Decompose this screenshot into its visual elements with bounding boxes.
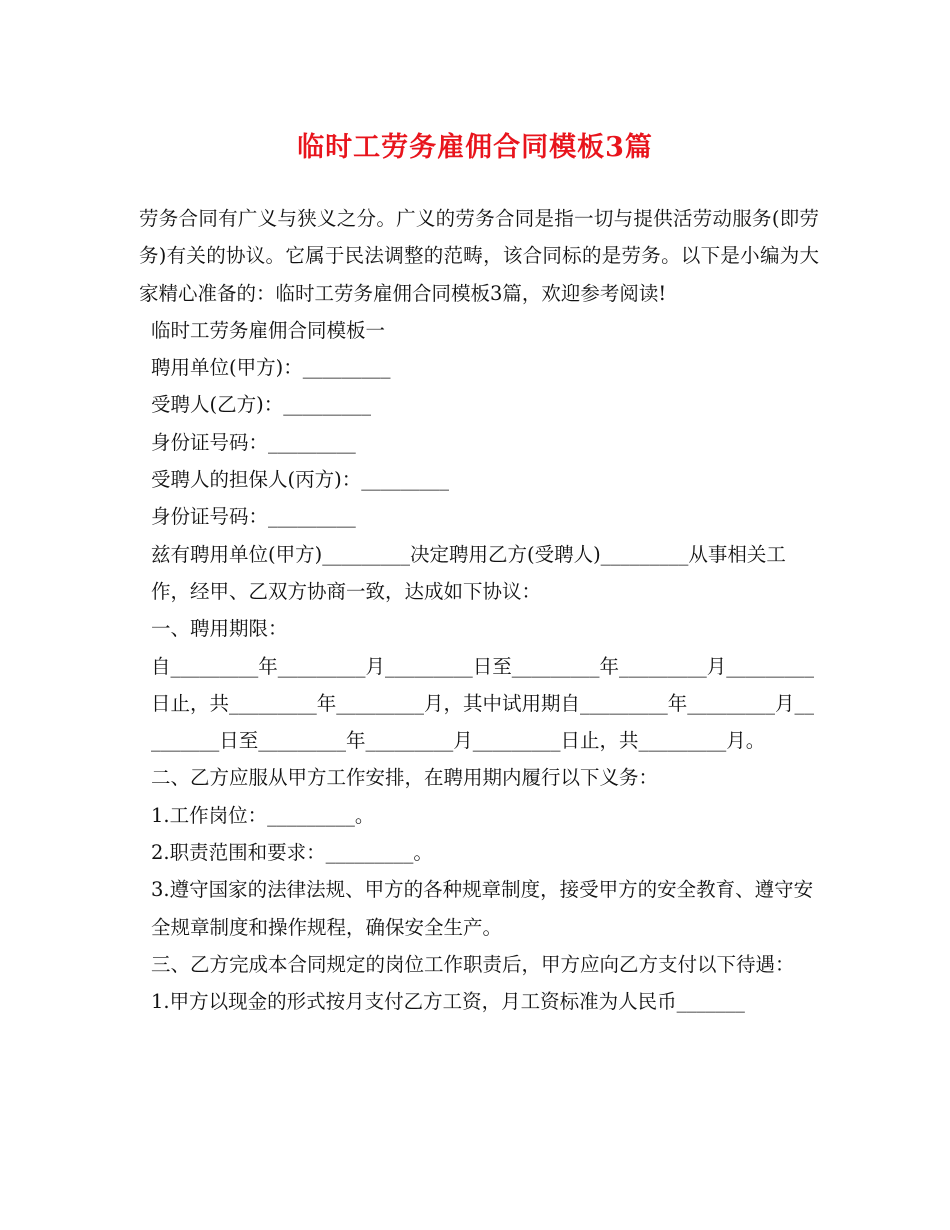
clause-two-item-1: 1.工作岗位：_________。 [151,803,375,827]
field-guarantor-id-number: 身份证号码：_________ [151,505,356,529]
clause-one-term: 自_________年_________月_________日至_________年_________月_________日止，共_________年_________月，其中试用期自_________年_________月_________日至_________年_________月_________日止，共_________月。 [151,654,815,753]
field-guarantor: 受聘人的担保人(丙方)：_________ [151,468,449,492]
clause-two-item-3: 3.遵守国家的法律法规、甲方的各种规章制度，接受甲方的安全教育、遵守安全规章制度和操作规程，确保安全生产。 [151,878,814,939]
intro-paragraph: 劳务合同有广义与狭义之分。广义的劳务合同是指一切与提供活劳动服务(即劳务)有关的协议。它属于民法调整的范畴，该合同标的是劳务。以下是小编为大家精心准备的：临时工劳务雇佣合同模板3篇，欢迎参考阅读! [139,207,819,305]
clause-three-item-1: 1.甲方以现金的形式按月支付乙方工资，月工资标准为人民币_______ [151,990,745,1014]
field-employer: 聘用单位(甲方)：_________ [151,356,391,380]
document-title: 临时工劳务雇佣合同模板3篇 [297,132,653,163]
section-heading-template-one: 临时工劳务雇佣合同模板一 [151,318,386,342]
clause-three-heading: 三、乙方完成本合同规定的岗位工作职责后，甲方应向乙方支付以下待遇： [151,952,795,976]
document-body [139,200,819,1021]
field-employee: 受聘人(乙方)：_________ [151,393,371,417]
clause-one-heading: 一、聘用期限： [151,617,288,641]
clause-two-heading: 二、乙方应服从甲方工作安排，在聘用期内履行以下义务： [151,766,659,790]
clause-two-item-2: 2.职责范围和要求：_________。 [151,841,433,865]
agreement-preamble: 兹有聘用单位(甲方)_________决定聘用乙方(受聘人)_________从事相关工作，经甲、乙双方协商一致，达成如下协议： [151,542,786,603]
field-employee-id-number: 身份证号码：_________ [151,430,356,454]
